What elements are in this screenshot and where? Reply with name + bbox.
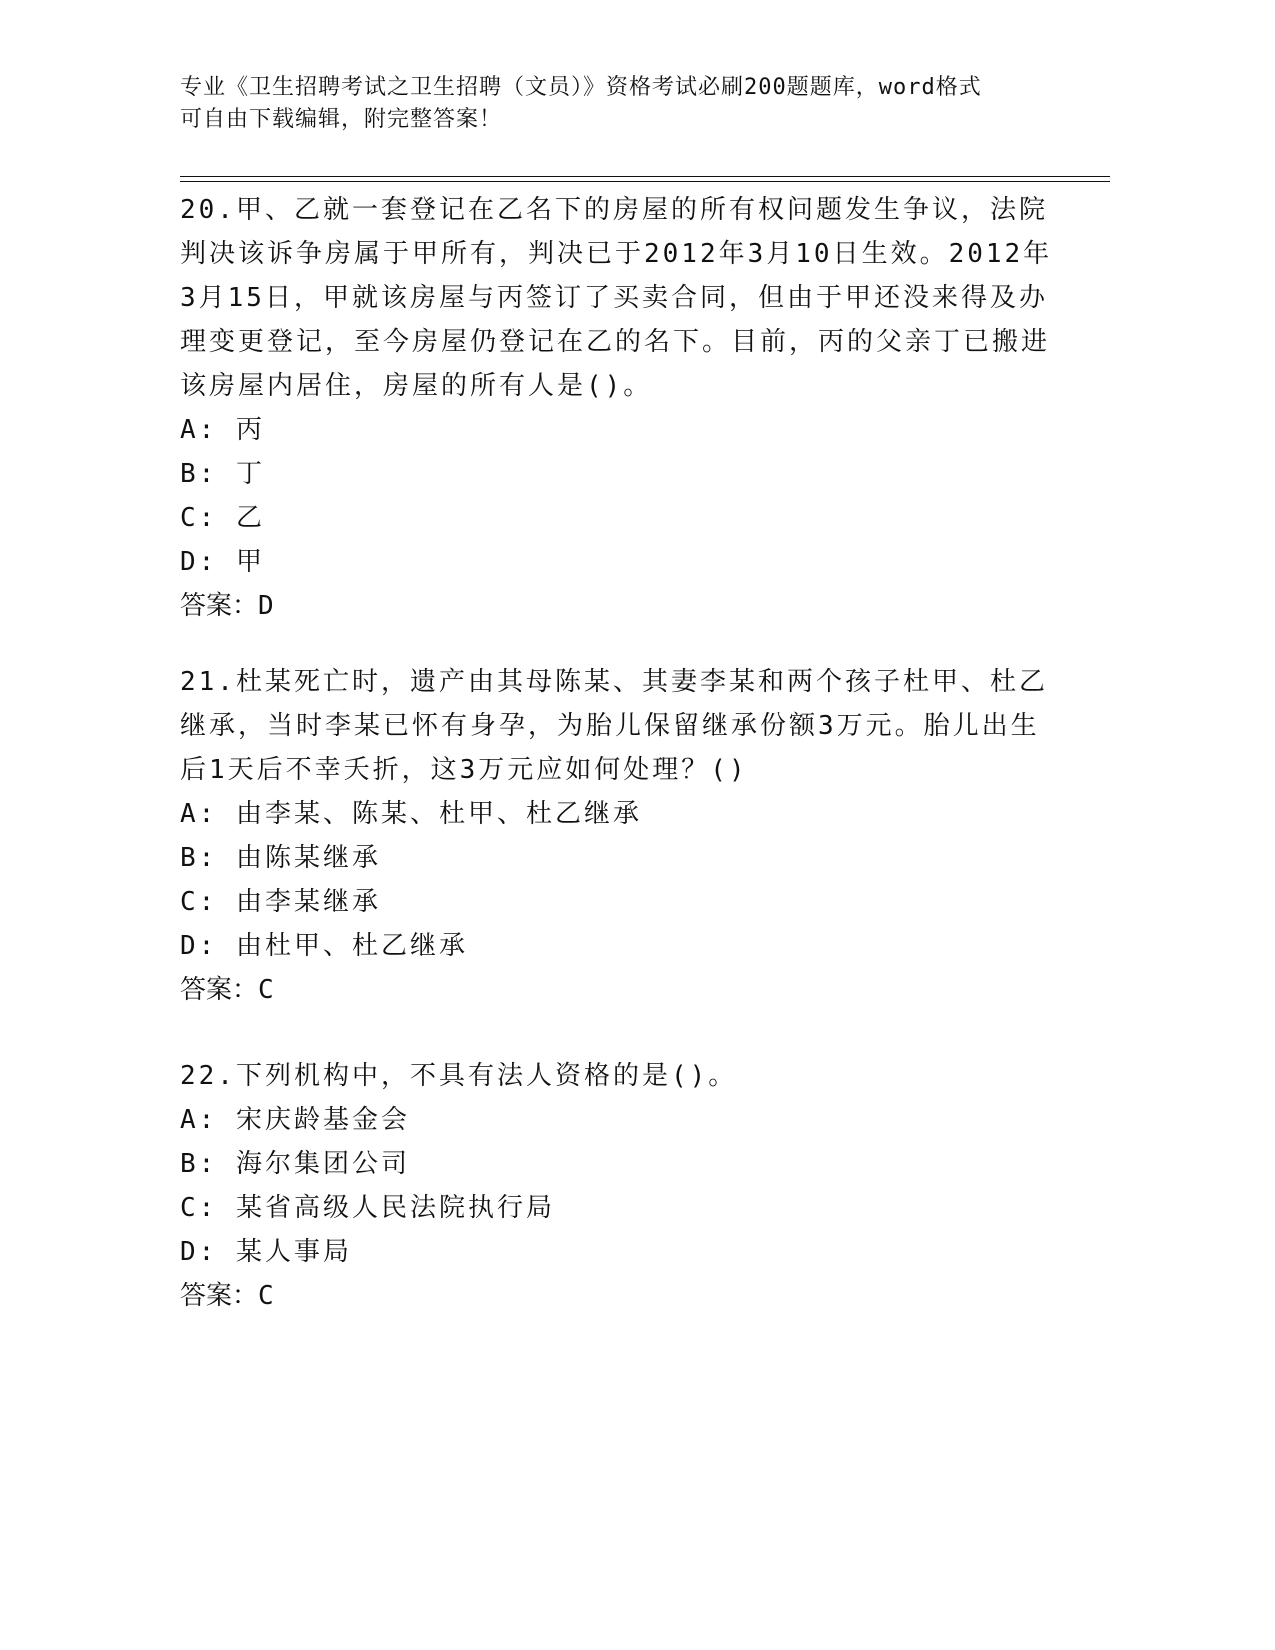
option-a	[180, 792, 1060, 836]
option-d	[180, 1230, 1060, 1274]
option-label: A:	[180, 1105, 218, 1135]
option-label: C:	[180, 1193, 218, 1223]
answer-value: D	[258, 591, 274, 621]
answer-value: C	[258, 1281, 274, 1311]
option-b	[180, 1142, 1060, 1186]
option-text: 海尔集团公司	[235, 1149, 410, 1179]
option-label: C:	[180, 887, 218, 917]
question-stem	[180, 660, 1060, 792]
option-a	[180, 408, 1060, 452]
document-page	[180, 0, 1110, 1650]
option-text: 由李某、陈某、杜甲、杜乙继承	[235, 799, 642, 829]
option-text: 由李某继承	[235, 887, 381, 917]
question-20	[180, 188, 1060, 628]
option-text: 某省高级人民法院执行局	[235, 1193, 555, 1223]
question-22	[180, 1054, 1060, 1318]
option-a	[180, 1098, 1060, 1142]
option-c	[180, 496, 1060, 540]
option-label: D:	[180, 1237, 218, 1267]
answer-line	[180, 968, 1060, 1012]
option-b	[180, 452, 1060, 496]
header-divider-bottom	[180, 181, 1110, 182]
option-text: 乙	[235, 503, 265, 533]
option-label: B:	[180, 843, 218, 873]
option-label: B:	[180, 1149, 218, 1179]
option-label: A:	[180, 415, 218, 445]
option-c	[180, 1186, 1060, 1230]
option-text: 宋庆龄基金会	[235, 1105, 410, 1135]
option-label: D:	[180, 931, 218, 961]
option-label: C:	[180, 503, 218, 533]
question-number: 22.	[180, 1061, 236, 1091]
document-header	[180, 72, 1060, 136]
answer-line	[180, 1274, 1060, 1318]
question-stem	[180, 188, 1060, 408]
header-divider-top	[180, 176, 1110, 177]
header-line-2: 可自由下载编辑，附完整答案！	[180, 107, 503, 132]
question-number: 20.	[180, 195, 236, 225]
option-d	[180, 540, 1060, 584]
option-label: A:	[180, 799, 218, 829]
option-text: 由杜甲、杜乙继承	[235, 931, 468, 961]
question-stem	[180, 1054, 1060, 1098]
question-text: 杜某死亡时，遗产由其母陈某、其妻李某和两个孩子杜甲、杜乙继承，当时李某已怀有身孕，为胎儿保留继承份额3万元。胎儿出生后1天后不幸夭折，这3万元应如何处理？()	[180, 667, 1048, 785]
option-d	[180, 924, 1060, 968]
answer-line	[180, 584, 1060, 628]
question-21	[180, 660, 1060, 1012]
option-label: D:	[180, 547, 218, 577]
question-number: 21.	[180, 667, 236, 697]
option-c	[180, 880, 1060, 924]
option-text: 甲	[235, 547, 265, 577]
option-label: B:	[180, 459, 218, 489]
option-text: 丁	[235, 459, 265, 489]
question-text: 下列机构中，不具有法人资格的是()。	[235, 1061, 738, 1091]
answer-value: C	[258, 975, 274, 1005]
option-text: 由陈某继承	[235, 843, 381, 873]
header-line-1: 专业《卫生招聘考试之卫生招聘（文员）》资格考试必刷200题题库，word格式	[180, 75, 982, 100]
option-b	[180, 836, 1060, 880]
answer-label: 答案：	[180, 1281, 259, 1311]
option-text: 某人事局	[235, 1237, 352, 1267]
answer-label: 答案：	[180, 591, 259, 621]
answer-label: 答案：	[180, 975, 259, 1005]
option-text: 丙	[235, 415, 265, 445]
question-text: 甲、乙就一套登记在乙名下的房屋的所有权问题发生争议，法院判决该诉争房属于甲所有，判决已于2012年3月10日生效。2012年3月15日，甲就该房屋与丙签订了买卖合同，但由于甲还没来得及办理变更登记，至今房屋仍登记在乙的名下。目前，丙的父亲丁已搬进该房屋内居住，房屋的所有人是()。	[180, 195, 1053, 401]
